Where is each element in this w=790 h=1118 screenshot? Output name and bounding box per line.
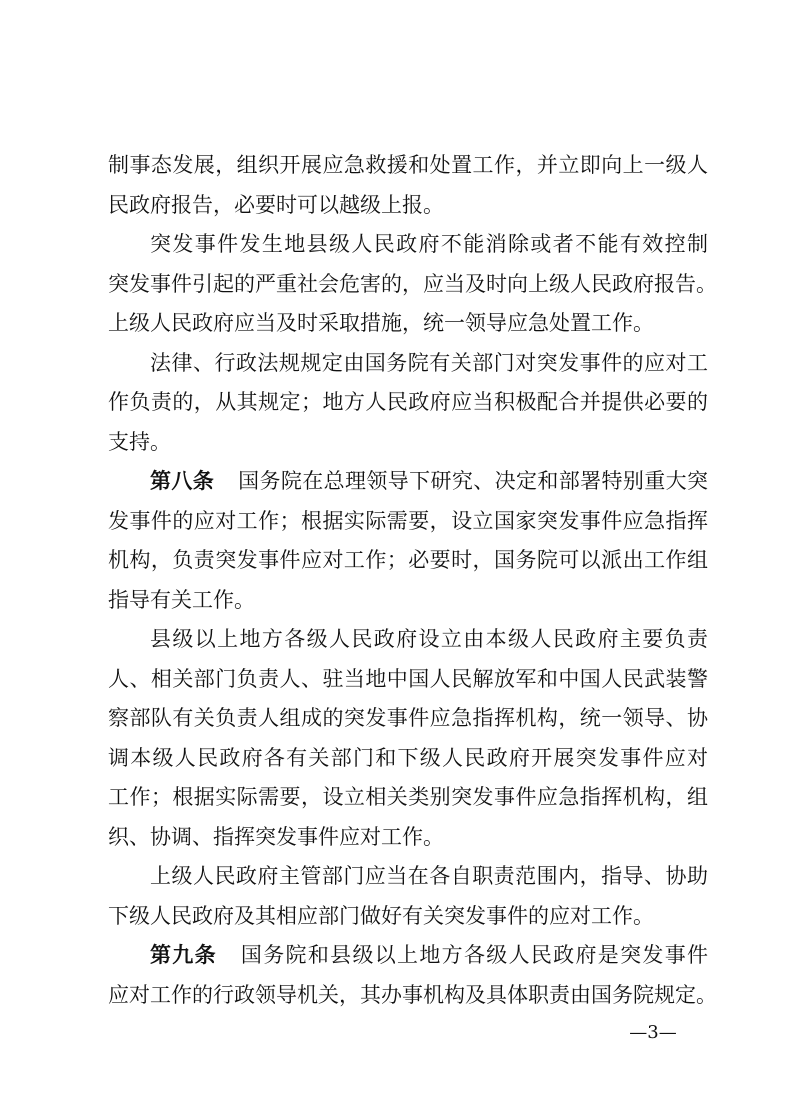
text-line: 发事件的应对工作；根据实际需要，设立国家突发事件应急指挥 xyxy=(108,508,708,533)
text-line: 突发事件发生地县级人民政府不能消除或者不能有效控制 xyxy=(150,232,708,256)
text-line: 突发事件引起的严重社会危害的，应当及时向上级人民政府报告。 xyxy=(108,271,717,296)
text-line: 人、相关部门负责人、驻当地中国人民解放军和中国人民武装警 xyxy=(108,666,708,691)
text-line: 上级人民政府主管部门应当在各自职责范围内，指导、协助 xyxy=(150,864,708,888)
text-line: 工作；根据实际需要，设立相关类别突发事件应急指挥机构，组 xyxy=(108,785,708,809)
text-line: 支持。 xyxy=(108,429,171,454)
text-line: 县级以上地方各级人民政府设立由本级人民政府主要负责 xyxy=(150,627,708,651)
text-line: 上级人民政府应当及时采取措施，统一领导应急处置工作。 xyxy=(108,311,654,335)
text-line: 应对工作的行政领导机关，其办事机构及具体职责由国务院规定。 xyxy=(108,982,717,1007)
text-run: 国务院和县级以上地方各级人民政府是突发事件 xyxy=(240,943,709,967)
text-line: 作负责的，从其规定；地方人民政府应当积极配合并提供必要的 xyxy=(108,390,708,414)
text-line: 调本级人民政府各有关部门和下级人民政府开展突发事件应对 xyxy=(108,745,708,770)
text-line: 下级人民政府及其相应部门做好有关突发事件的应对工作。 xyxy=(108,903,654,928)
text-line: 法律、行政法规规定由国务院有关部门对突发事件的应对工 xyxy=(150,350,708,375)
document-body xyxy=(108,146,717,1015)
article-heading: 第九条 xyxy=(150,943,217,967)
text-run: 国务院在总理领导下研究、决定和部署特别重大突 xyxy=(238,469,708,493)
text-line: 制事态发展，组织开展应急救援和处置工作，并立即向上一级人 xyxy=(108,153,708,177)
text-line: 民政府报告，必要时可以越级上报。 xyxy=(108,192,444,217)
page-number: —3— xyxy=(629,1022,677,1043)
text-line: 指导有关工作。 xyxy=(108,587,255,612)
text-line: 察部队有关负责人组成的突发事件应急指挥机构，统一领导、协 xyxy=(108,706,708,730)
article-first-line xyxy=(108,936,708,976)
article-heading: 第八条 xyxy=(150,469,215,493)
text-line: 机构，负责突发事件应对工作；必要时，国务院可以派出工作组 xyxy=(108,548,708,572)
article-first-line xyxy=(108,462,708,502)
text-line: 织、协调、指挥突发事件应对工作。 xyxy=(108,824,444,849)
